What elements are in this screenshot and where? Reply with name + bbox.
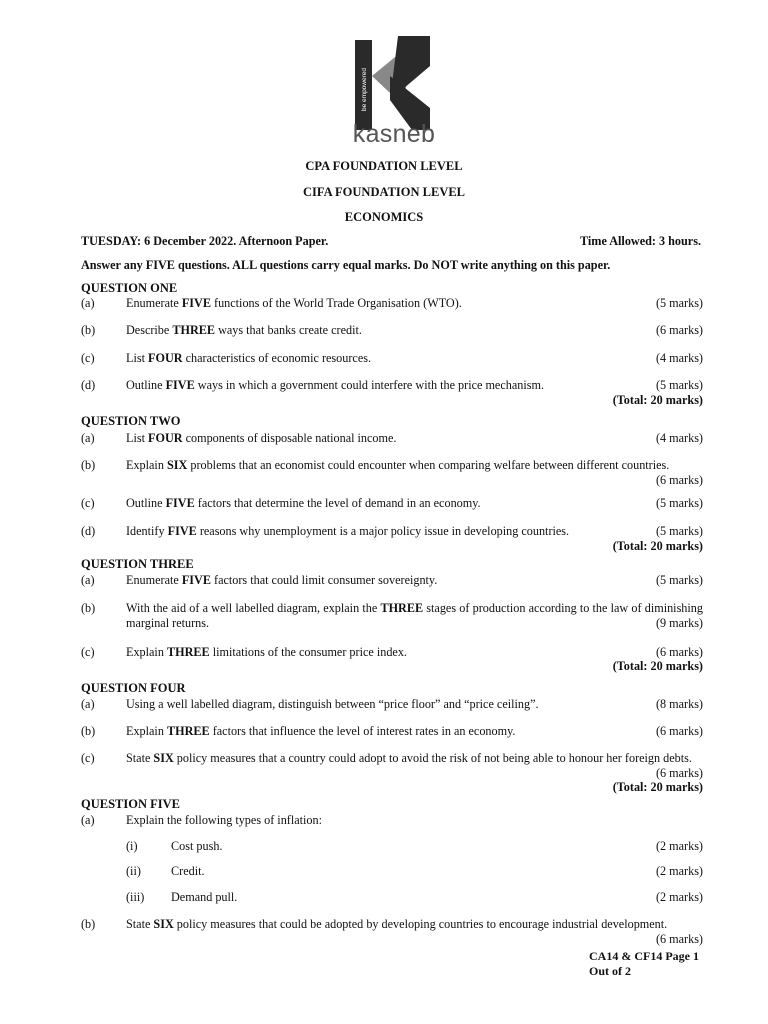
question-total: (Total: 20 marks) xyxy=(612,539,703,553)
instructions: Answer any FIVE questions. ALL questions carry equal marks. Do NOT write anything on this paper. xyxy=(81,258,611,272)
time-allowed: Time Allowed: 3 hours. xyxy=(580,234,701,248)
question-title: QUESTION THREE xyxy=(81,557,194,571)
level-heading-cpa: CPA FOUNDATION LEVEL xyxy=(305,159,463,173)
question-title: QUESTION TWO xyxy=(81,414,181,428)
logo-tagline: be empowered xyxy=(361,68,368,111)
part-label: (a) xyxy=(81,296,95,310)
page-footer xyxy=(589,949,699,979)
question-title: QUESTION FOUR xyxy=(81,681,186,695)
subject-heading: ECONOMICS xyxy=(344,210,424,224)
page-count: Out of 2 xyxy=(589,964,631,978)
exam-page: be empowered kasneb CPA FOUNDATION LEVEL CIFA FOUNDATION LEVEL ECONOMICS TUESDAY: 6 December 2022. Afternoon Paper. Time Allowed: 3 hours. Answer any FIVE questions. ALL questions carry equal marks. Do NOT write anything on this paper. QUESTION ONE (a) Enumerate FIVE functions of the World Trade Organisation (WTO). (5 marks) (b) Describe THREE ways that banks create credit. (6 marks) (c) List FOUR characteristics of economic resources. (4 marks) (d) Outline FIVE ways in which a government could interfere with the price mechanism. (5 marks) (Total: 20 marks) QUESTION TWO (a) List FOUR components of disposable national income. (4 marks) (b) Explain SIX problems that an economist could encounter when comparing welfare between different countries. (6 marks) (c) Outline FIVE factors that determine the level of demand in an economy. (5 marks) (d) Identify FIVE reasons why unemployment is a major policy issue in developing countries. (5 marks) (Total: 20 marks) QUESTION THREE (a) Enumerate FIVE factors that could limit consumer sovereignty. (5 marks) (b) With the aid of a well labelled diagram, explain the THREE stages of production according to the law of diminishing marginal returns. (9 marks) (c) Explain THREE limitations of the consumer price index. (6 marks) (Total: 20 marks) QUESTION FOUR (a) Using a well labelled diagram, distinguish between “price floor” and “price ceiling”. (8 marks) (b) Explain THREE factors that influence the level of interest rates in an economy. (6 marks) (c) State SIX policy measures that a country could adopt to avoid the risk of not being able to honour her foreign debts. (6 marks) (Total: 20 marks) QUESTION FIVE (a) Explain the following types of inflation: (i) Cost push. (2 marks) (ii) Credit. (2 marks) (iii) Demand pull. (2 marks) (b) State SIX policy measures that could be adopted by developing countries to encourage industrial development. (6 marks) CA14 & CF14 Page 1 Out of 2 xyxy=(0,0,768,1024)
question-title: QUESTION ONE xyxy=(81,281,178,295)
level-heading-cifa: CIFA FOUNDATION LEVEL xyxy=(302,185,466,199)
marks: (5 marks) xyxy=(655,296,703,310)
question-total: (Total: 20 marks) xyxy=(612,780,703,794)
exam-date: TUESDAY: 6 December 2022. Afternoon Paper. xyxy=(81,234,329,248)
question-title: QUESTION FIVE xyxy=(81,797,180,811)
question-total: (Total: 20 marks) xyxy=(612,393,703,407)
logo-wordmark: kasneb xyxy=(352,120,436,148)
question-total: (Total: 20 marks) xyxy=(612,659,703,673)
page-number: CA14 & CF14 Page 1 xyxy=(589,949,699,963)
